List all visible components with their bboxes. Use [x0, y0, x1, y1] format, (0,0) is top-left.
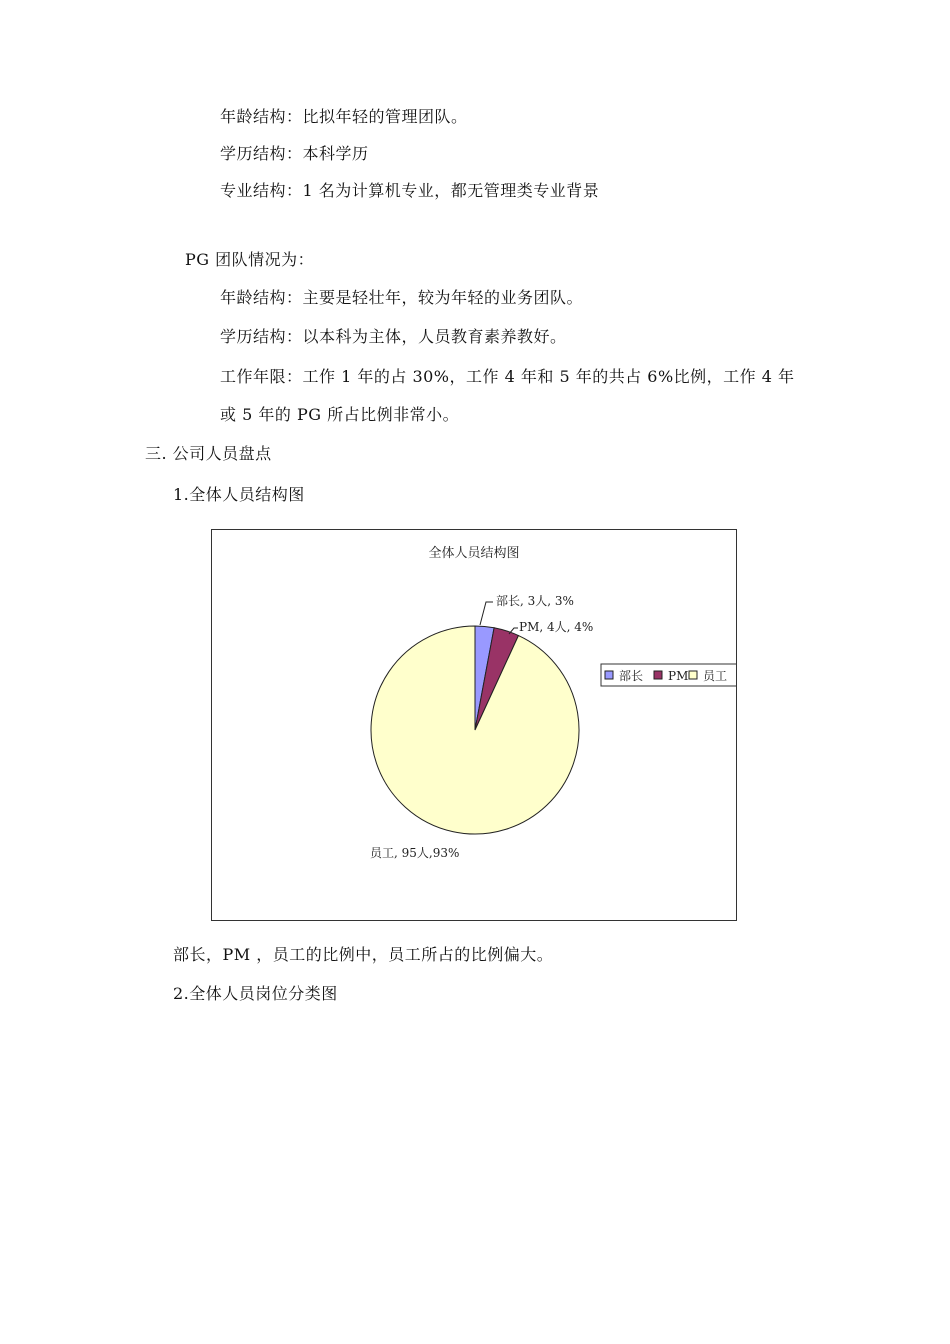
legend-label-2: PM [668, 669, 689, 683]
data-label-3: 员工, 95人,93% [370, 846, 460, 860]
chart-legend [601, 664, 736, 686]
subheading-staff-structure-chart: 1.全体人员结构图 [173, 485, 305, 504]
legend-swatch-3 [689, 671, 697, 679]
data-label-leader-1 [480, 602, 493, 625]
legend-label-3: 员工 [703, 669, 728, 683]
data-label-2: PM, 4人, 4% [519, 620, 594, 634]
para-education-mgmt: 学历结构：本科学历 [220, 144, 369, 163]
para-ratio-comment: 部长，PM ，员工的比例中，员工所占的比例偏大。 [173, 945, 554, 964]
subheading-position-category-chart: 2.全体人员岗位分类图 [173, 984, 338, 1003]
para-age-structure-mgmt: 年龄结构：比拟年轻的管理团队。 [220, 107, 468, 126]
pie-chart [212, 530, 736, 920]
para-age-structure-pg: 年龄结构：主要是轻壮年，较为年轻的业务团队。 [220, 288, 584, 307]
legend-swatch-2 [654, 671, 662, 679]
para-education-pg: 学历结构：以本科为主体，人员教育素养教好。 [220, 327, 567, 346]
chart-title: 全体人员结构图 [428, 546, 520, 561]
data-label-1: 部长, 3人, 3% [496, 594, 574, 608]
legend-label-1: 部长 [619, 669, 644, 683]
pie-slice-3 [371, 626, 579, 834]
para-work-years-pg-cont: 或 5 年的 PG 所占比例非常小。 [220, 405, 460, 424]
pie-chart-frame [211, 529, 737, 921]
para-work-years-pg: 工作年限：工作 1 年的占 30%，工作 4 年和 5 年的共占 6%比例，工作 4 年 [220, 367, 795, 386]
para-major-mgmt: 专业结构：1 名为计算机专业，都无管理类专业背景 [220, 181, 600, 200]
legend-swatch-1 [605, 671, 613, 679]
para-pg-team-heading: PG 团队情况为： [185, 250, 315, 269]
section-heading-staff-inventory: 三. 公司人员盘点 [145, 444, 272, 463]
